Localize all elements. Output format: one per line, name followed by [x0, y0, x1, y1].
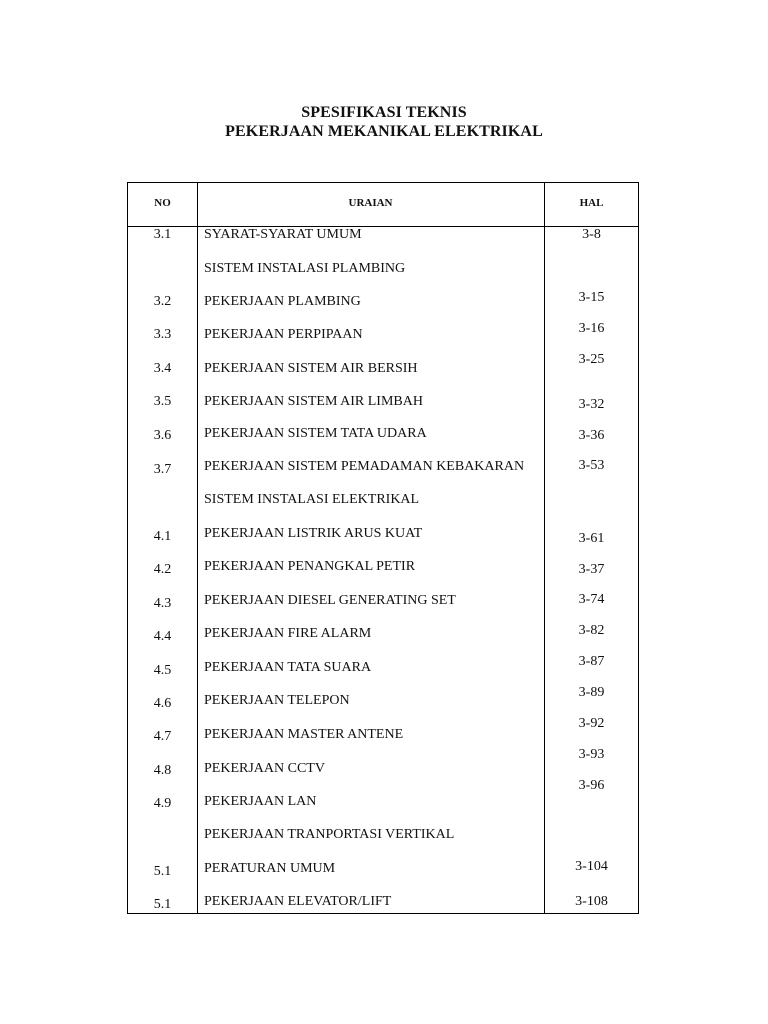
row-number: 4.6 [153, 696, 172, 711]
column-divider [197, 183, 198, 913]
row-page: 3-96 [578, 778, 605, 793]
row-number: 3.7 [153, 462, 172, 477]
row-number: 3.4 [153, 361, 172, 376]
row-description: PEKERJAAN SISTEM AIR BERSIH [204, 361, 418, 376]
row-number: 3.5 [153, 394, 172, 409]
document-subtitle: PEKERJAAN MEKANIKAL ELEKTRIKAL [225, 123, 543, 140]
row-page: 3-36 [578, 428, 605, 443]
row-page: 3-16 [578, 321, 605, 336]
row-description: PEKERJAAN ELEVATOR/LIFT [204, 894, 392, 909]
row-page: 3-32 [578, 397, 605, 412]
row-description: PEKERJAAN FIRE ALARM [204, 626, 372, 641]
row-number: 3.1 [153, 227, 172, 242]
header-hal: HAL [579, 197, 604, 209]
row-description: PERATURAN UMUM [204, 861, 336, 876]
row-page: 3-74 [578, 592, 605, 607]
row-description: PEKERJAAN SISTEM AIR LIMBAH [204, 394, 423, 409]
header-no: NO [154, 197, 171, 209]
row-description: SISTEM INSTALASI ELEKTRIKAL [204, 492, 420, 507]
row-page: 3-82 [578, 623, 605, 638]
row-page: 3-25 [578, 352, 605, 367]
row-page: 3-37 [578, 562, 605, 577]
row-page: 3-87 [578, 654, 605, 669]
row-number: 4.2 [153, 562, 172, 577]
row-number: 4.5 [153, 663, 172, 678]
row-description: PEKERJAAN DIESEL GENERATING SET [204, 593, 456, 608]
row-number: 5.1 [153, 864, 172, 879]
row-page: 3-89 [578, 685, 605, 700]
row-page: 3-93 [578, 747, 605, 762]
row-number: 3.2 [153, 294, 172, 309]
row-number: 4.7 [153, 729, 172, 744]
row-description: PEKERJAAN TATA SUARA [204, 660, 372, 675]
row-number: 3.3 [153, 327, 172, 342]
row-number: 4.3 [153, 596, 172, 611]
row-description: PEKERJAAN SISTEM TATA UDARA [204, 426, 427, 441]
row-description: PEKERJAAN TRANPORTASI VERTIKAL [204, 827, 455, 842]
row-description: PEKERJAAN LISTRIK ARUS KUAT [204, 526, 423, 541]
row-number: 4.8 [153, 763, 172, 778]
row-description: SISTEM INSTALASI PLAMBING [204, 261, 406, 276]
row-page: 3-8 [582, 227, 601, 242]
document-title: SPESIFIKASI TEKNIS [301, 104, 467, 121]
row-number: 4.9 [153, 796, 172, 811]
header-uraian: URAIAN [348, 197, 393, 209]
row-description: PEKERJAAN PERPIPAAN [204, 327, 363, 342]
table-of-contents [127, 182, 639, 914]
row-description: SYARAT-SYARAT UMUM [204, 227, 362, 242]
row-description: PEKERJAAN TELEPON [204, 693, 350, 708]
row-page: 3-108 [575, 894, 608, 909]
row-page: 3-15 [578, 290, 605, 305]
row-description: PEKERJAAN CCTV [204, 761, 325, 776]
row-description: PEKERJAAN SISTEM PEMADAMAN KEBAKARAN [204, 459, 525, 474]
row-page: 3-53 [578, 458, 605, 473]
row-description: PEKERJAAN MASTER ANTENE [204, 727, 404, 742]
row-page: 3-104 [575, 859, 608, 874]
row-number: 4.1 [153, 529, 172, 544]
row-number: 4.4 [153, 629, 172, 644]
row-page: 3-92 [578, 716, 605, 731]
row-description: PEKERJAAN LAN [204, 794, 317, 809]
row-number: 5.1 [153, 897, 172, 912]
row-description: PEKERJAAN PENANGKAL PETIR [204, 559, 416, 574]
row-number: 3.6 [153, 428, 172, 443]
row-page: 3-61 [578, 531, 605, 546]
row-description: PEKERJAAN PLAMBING [204, 294, 361, 309]
